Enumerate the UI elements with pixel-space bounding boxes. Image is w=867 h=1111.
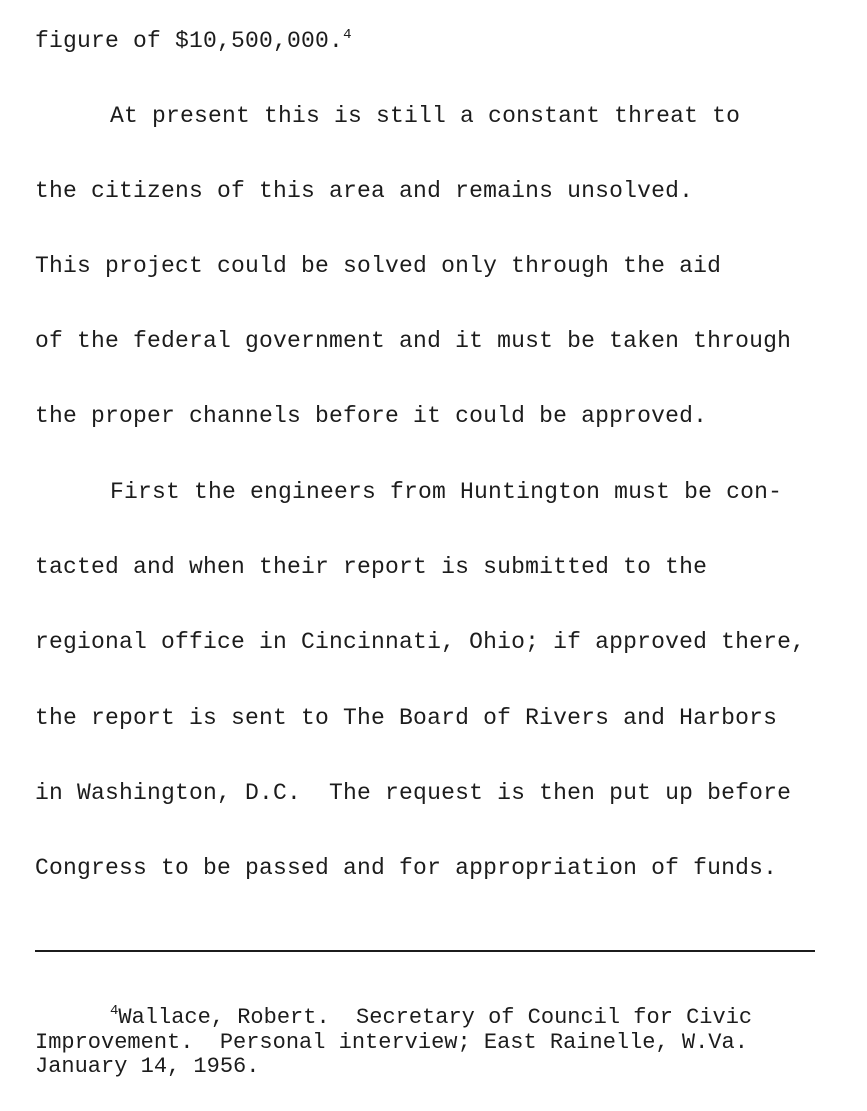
opening-line [35,27,352,55]
paragraph-1-line-2: the citizens of this area and remains unsolved. [35,178,694,204]
paragraph-2-line-6: Congress to be passed and for appropriation of funds. [35,855,778,881]
paragraph-2-line-4: the report is sent to The Board of Rivers and Harbors [35,705,778,731]
footnote-line-3: January 14, 1956. [35,1054,260,1079]
paragraph-2-line-3: regional office in Cincinnati, Ohio; if approved there, [35,629,806,655]
footnote-reference: 4 [343,27,352,43]
paragraph-1-line-3: This project could be solved only through the aid [35,253,722,279]
footnote-marker: 4 [110,1003,119,1019]
paragraph-2-line-2: tacted and when their report is submitted to the [35,554,708,580]
footnote-line-1 [110,1003,753,1030]
paragraph-2-line-5: in Washington, D.C. The request is then put up before [35,780,792,806]
paragraph-1-line-4: of the federal government and it must be taken through [35,328,792,354]
paragraph-1-line-1: At present this is still a constant threat to [110,103,741,129]
paragraph-2-line-1: First the engineers from Huntington must be con- [110,479,783,505]
opening-line-text: figure of $10,500,000. [35,28,344,54]
paragraph-1-line-5: the proper channels before it could be approved. [35,403,708,429]
footnote-line-1-text: Wallace, Robert. Secretary of Council for Civic [118,1005,753,1030]
footnote-separator [35,950,815,952]
footnote-line-2: Improvement. Personal interview; East Rainelle, W.Va. [35,1030,748,1055]
